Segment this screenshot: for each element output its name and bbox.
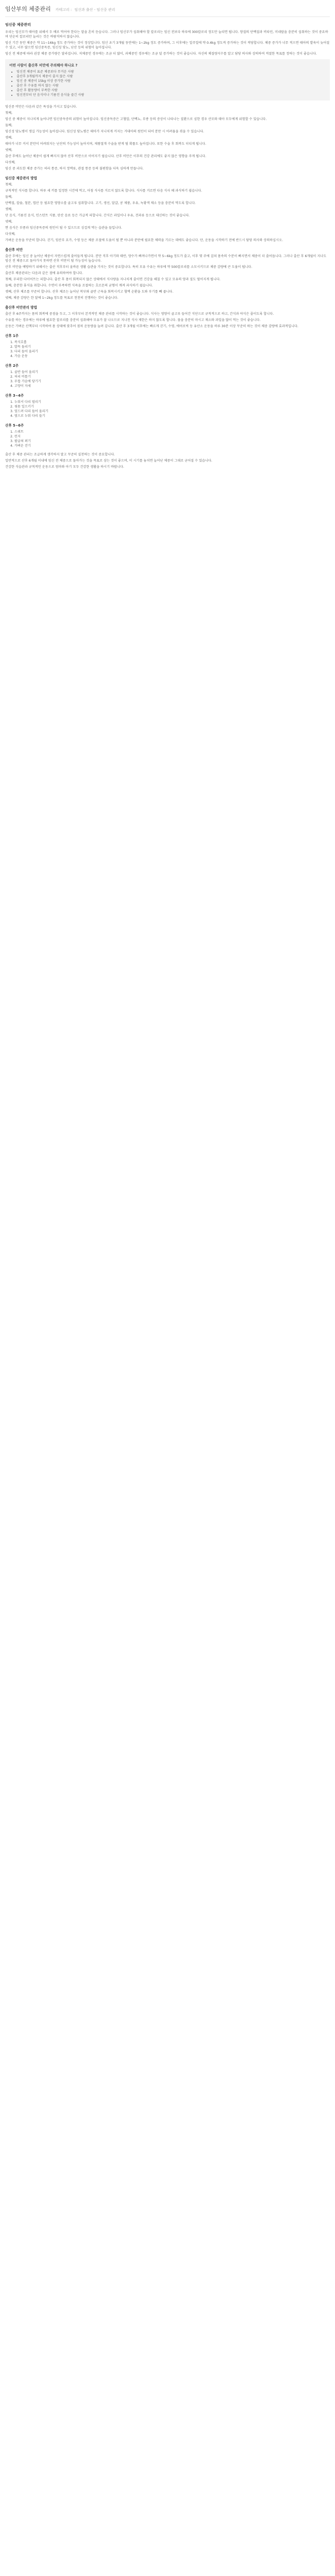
subsection-heading: 출산후 비만관리 방법: [5, 306, 37, 310]
paragraph: 넷째,: [5, 220, 12, 224]
list-item: 4. 가벼운 걷기: [10, 444, 31, 448]
list-item: • 임신 중 체중이 15kg 이상 증가한 사람: [16, 79, 326, 83]
list-item: 2. 허리 비틀기: [10, 375, 31, 379]
paragraph: 단백질, 칼슘, 철분, 엽산 등 필요한 영양소를 골고루 섭취합니다. 고기, 생선, 달걀, 콩 제품, 우유, 녹황색 채소 등을 충분히 먹도록 합니다.: [5, 201, 196, 205]
list-item: 1. 스쿼트: [10, 430, 24, 434]
subsection-heading: 출산후 비만: [5, 248, 23, 252]
paragraph: 다섯째,: [5, 161, 15, 164]
paragraph: 임신 기간 동안 체중은 약 11~16kg 정도 증가하는 것이 정상입니다. 임신 초기 3개월 동안에는 1~2kg 정도 증가하며, 그 이후에는 일주일에 약 0.4kg 정도씩 증가하는 것이 적당합니다. 체중 증가가 너무 적으면 태아의 발육이 늦어질 수 있고, 너무 많으면 임신중독증, 임신성 당뇨, 난산 등의 위험이 높아집니다.: [5, 41, 330, 49]
category-label: 카테고리 :: [55, 8, 72, 12]
list-item: 3. 무릎 가슴에 당기기: [10, 380, 41, 383]
paragraph: 가벼운 운동을 꾸준히 합니다. 걷기, 임산부 요가, 수영 등은 체중 조절에 도움이 될 뿐 아니라 분만에 필요한 체력을 기르는 데에도 좋습니다. 단, 운동을 시작하기 전에 반드시 담당 의사와 상의하십시오.: [5, 239, 283, 242]
list-item: 2. 발목 돌리기: [10, 345, 31, 349]
paragraph: 임신중 비만은 다음과 같은 특성을 가지고 있습니다.: [5, 105, 77, 109]
list-item: 3. 다리 들어 올리기: [10, 350, 38, 353]
category-value: 임신과 출산 - 임신중 관리: [74, 8, 115, 12]
paragraph: 넷째, 체중 감량은 한 달에 1~2kg 정도를 목표로 천천히 진행하는 것이 좋습니다.: [5, 296, 119, 300]
list-item: 2. 런지: [10, 435, 21, 438]
list-item: 4. 옆으로 누워 다리 들기: [10, 414, 45, 418]
list-item: • 임신전부터 단 음식이나 기름진 음식을 즐긴 사람: [16, 93, 326, 97]
section-heading: 임신중 체중관리: [5, 23, 31, 27]
article-header: [5, 3, 330, 13]
list-item: • 출산 후 활동량이 부족한 사람: [16, 88, 326, 93]
paragraph: 출산 후에도 늘어난 체중이 쉽게 빠지지 않아 산후 비만으로 이어지기 쉽습니다. 산후 비만은 이후의 건강 관리에도 좋지 않은 영향을 주게 됩니다.: [5, 155, 206, 158]
paragraph: 임신 중 체중이 지나치게 늘어나면 임신중독증의 위험이 높아집니다. 임신중독증은 고혈압, 단백뇨, 부종 등의 증상이 나타나는 질환으로 심한 경우 산모와 태아 모두에게 위험할 수 있습니다.: [5, 117, 267, 121]
paragraph: 출산후 체중관리는 다음과 같은 점에 유의하여야 합니다.: [5, 272, 83, 275]
paragraph: 셋째,: [5, 136, 12, 140]
step-heading: 산후 5~6주: [5, 423, 24, 428]
list-item: 1. 누워서 다리 벌리기: [10, 400, 41, 404]
paragraph: 둘째,: [5, 195, 12, 199]
list-item: • 임신전 체중이 표준 체중보다 무거운 사람: [16, 70, 326, 74]
question-box: [5, 59, 330, 100]
question-list: [9, 70, 326, 97]
paragraph: 산후 비만을 예방하기 위해서는 출산 직후부터 올바른 생활 습관을 가지는 것이 중요합니다. 특히 모유 수유는 하루에 약 500칼로리를 소모시키므로 체중 감량에 큰 도움이 됩니다.: [5, 265, 253, 269]
step-heading: 산후 1주: [5, 334, 19, 338]
list-item: 3. 팔굽혀 펴기: [10, 439, 31, 443]
paragraph: 첫째, 무리한 다이어트는 피합니다. 출산 후 몸이 회복되지 않은 상태에서 식사량을 지나치게 줄이면 건강을 해칠 수 있고 모유의 양과 질도 떨어지게 됩니다.: [5, 278, 221, 281]
paragraph: 출산 후에는 임신 중 늘어난 체중이 자연스럽게 줄어들게 됩니다. 분만 직후 아기와 태반, 양수가 빠져나가면서 약 5~6kg 정도가 줄고, 이후 몇 주에 걸쳐 몸속의 수분이 빠지면서 체중이 더 줄어듭니다. 그러나 출산 후 6개월이 지나도 임신 전 체중으로 돌아가지 못하면 산후 비만이 될 가능성이 높습니다.: [5, 255, 327, 263]
list-item: 4. 가슴 운동: [10, 354, 28, 358]
paragraph: 임신 중 과도한 체중 증가는 허리 통증, 하지 정맥류, 관절 통증 등의 불편함을 더욱 심하게 만듭니다.: [5, 167, 144, 171]
step-list: [5, 370, 330, 388]
list-item: 3. 엎드려 다리 들어 올리기: [10, 410, 48, 413]
step-heading: 산후 2주: [5, 364, 19, 368]
paragraph: 첫째,: [5, 183, 12, 187]
paragraph: 수유를 하는 경우에는 하루에 필요한 칼로리를 충분히 섭취해야 모유가 잘 나오므로 지나친 식사 제한은 하지 않도록 합니다. 물을 충분히 마시고 채소와 과일을 많이 먹는 것이 좋습니다.: [5, 318, 261, 322]
paragraph: 출산 후 6주까지는 몸의 회복에 중점을 두고, 그 이후부터 본격적인 체중 관리를 시작하는 것이 좋습니다. 식사는 영양이 골고루 들어간 식단으로 규칙적으로 하고, 간식과 야식은 줄이도록 합니다.: [5, 312, 274, 316]
list-item: 2. 윗몸 일으키기: [10, 405, 34, 409]
article-title: 임산부의 체중관리: [5, 6, 51, 12]
paragraph: 단 음식, 기름진 음식, 인스턴트 식품, 탄산 음료 등은 가급적 피합니다. 간식은 과일이나 우유, 견과류 등으로 대신하는 것이 좋습니다.: [5, 214, 190, 217]
paragraph: 둘째,: [5, 124, 12, 127]
subsection-heading: 임신중 체중관리 방법: [5, 176, 37, 180]
paragraph: 임신 전 체중에 따라 권장 체중 증가량은 달라집니다. 저체중인 경우에는 조금 더 많이, 과체중인 경우에는 조금 덜 증가하는 것이 좋습니다. 자신의 체질량지수를 알고 담당 의사와 상의하여 적절한 목표를 정하는 것이 좋습니다.: [5, 52, 317, 56]
header-divider: [5, 16, 330, 17]
paragraph: 출산 후 체중 관리는 조급하게 생각하지 말고 꾸준히 실천하는 것이 중요합니다.: [5, 453, 115, 456]
list-item: 1. 복식호흡: [10, 341, 27, 344]
list-item: 1. 골반 들어 올리기: [10, 370, 38, 374]
paragraph: 운동은 가벼운 산책부터 시작하여 몸 상태에 맞추어 점차 운동량을 늘려 갑니다. 출산 후 3개월 이후에는 빠르게 걷기, 수영, 에어로빅 등 유산소 운동을 하루 30분 이상 꾸준히 하는 것이 체중 감량에 효과적입니다.: [5, 325, 298, 328]
question-title: 어떤 사람이 출산후 비만에 주의해야 하나요 ?: [9, 63, 78, 67]
paragraph: 우리는 임신부가 태아를 위해서 두 배로 먹어야 한다는 말을 흔히 듣습니다. 그러나 임신부가 섭취해야 할 칼로리는 임신 전보다 하루에 300칼로리 정도만 늘리면 됩니다. 양질의 단백질과 비타민, 미네랄을 충분히 섭취하는 것이 중요하며 단순히 칼로리만 늘리는 것은 바람직하지 않습니다.: [5, 30, 328, 39]
step-list: [5, 340, 330, 359]
paragraph: 건강한 식습관과 규칙적인 운동으로 엄마와 아기 모두 건강한 생활을 하시기 바랍니다.: [5, 465, 124, 469]
paragraph: 짠 음식은 부종과 임신중독증의 원인이 될 수 있으므로 싱겁게 먹는 습관을 들입니다.: [5, 226, 122, 230]
paragraph: 셋째,: [5, 208, 12, 211]
paragraph: 둘째, 충분한 휴식을 취합니다. 수면이 부족하면 식욕을 조절하는 호르몬의 균형이 깨져 과식하기 쉽습니다.: [5, 284, 153, 287]
step-list: [5, 400, 330, 418]
paragraph: 넷째,: [5, 148, 12, 152]
list-item: • 출산 후 수유를 하지 않는 사람: [16, 83, 326, 88]
paragraph: 태아가 너무 커서 분만이 어려워지는 난산의 가능성이 높아지며, 제왕절개 수술을 받게 될 확률도 높아집니다. 또한 수술 후 회복도 더디게 됩니다.: [5, 142, 206, 146]
paragraph: 일반적으로 산후 6개월 이내에 임신 전 체중으로 돌아가는 것을 목표로 삼는 것이 좋으며, 이 시기를 놓치면 늘어난 체중이 그대로 굳어질 수 있습니다.: [5, 459, 212, 463]
step-heading: 산후 3~4주: [5, 394, 24, 398]
paragraph: 임신성 당뇨병이 생길 가능성이 높아집니다. 임신성 당뇨병은 태아가 지나치게 커지는 거대아의 원인이 되어 분만 시 어려움을 겪을 수 있습니다.: [5, 130, 205, 133]
step-list: [5, 430, 330, 448]
paragraph: 첫째,: [5, 111, 12, 115]
paragraph: 셋째, 산후 체조를 꾸준히 합니다. 산후 체조는 늘어난 복부와 골반 근육을 회복시키고 혈액 순환을 도와 부기를 빼 줍니다.: [5, 290, 174, 294]
list-item: • 출산후 3개월까지 체중이 줄지 않은 사람: [16, 74, 326, 79]
list-item: 4. 고양이 자세: [10, 384, 31, 388]
article-content: [5, 22, 330, 469]
page: [5, 0, 330, 469]
paragraph: 규칙적인 식사를 합니다. 하루 세 끼를 일정한 시간에 먹고, 아침 식사를 거르지 않도록 합니다. 식사를 거르면 다음 식사 때 과식하기 쉽습니다.: [5, 189, 202, 193]
paragraph: 다섯째,: [5, 232, 15, 236]
